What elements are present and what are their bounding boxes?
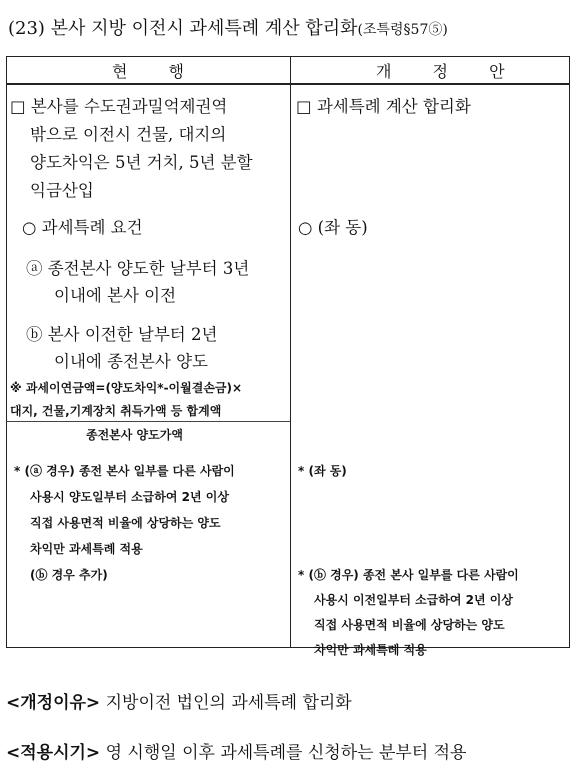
table-column-divider	[290, 56, 291, 648]
left-item1-line2: 밖으로 이전시 건물, 대지의	[30, 125, 227, 144]
section-title	[8, 14, 448, 40]
left-item1-line1: □ 본사를 수도권과밀억제권역	[10, 97, 228, 116]
effective-label: <적용시기>	[6, 743, 101, 763]
right-note-line4: 차익만 과세특례 적용	[314, 643, 427, 657]
section-title-ref: (조특령§57⑤)	[357, 22, 448, 38]
left-req-a-line2: 이내에 본사 이전	[54, 286, 177, 305]
left-req-b-line1: ⓑ 본사 이전한 날부터 2년	[26, 325, 218, 344]
left-req-b-line2: 이내에 종전본사 양도	[54, 352, 208, 371]
reason-row	[6, 688, 352, 713]
left-note-b: (ⓑ 경우 추가)	[30, 568, 108, 582]
effective-text: 영 시행일 이후 과세특례를 신청하는 분부터 적용	[105, 743, 467, 763]
effective-row	[6, 738, 466, 763]
left-req-a-line1: ⓐ 종전본사 양도한 날부터 3년	[26, 259, 250, 278]
reason-text: 지방이전 법인의 과세특례 합리화	[105, 693, 352, 713]
right-same-note: * (좌 동)	[298, 464, 347, 478]
left-note-line4: 차익만 과세특례 적용	[30, 542, 143, 556]
right-item1: □ 과세특례 계산 합리화	[296, 97, 471, 116]
header-proposed: 개 정 안	[376, 62, 523, 81]
header-current: 현 행	[112, 62, 202, 81]
right-note-line3: 직접 사용면적 비율에 상당하는 양도	[314, 618, 505, 632]
left-requirements-heading: ○ 과세특례 요건	[22, 218, 143, 237]
left-note-line1: * (ⓐ 경우) 종전 본사 일부를 다른 사람이	[14, 464, 235, 478]
formula-denominator: 종전본사 양도가액	[86, 428, 183, 442]
formula-line1: ※ 과세이연금액=(양도차익*-이월결손금)×	[10, 381, 243, 395]
right-note-line2: 사용시 이전일부터 소급하여 2년 이상	[314, 593, 513, 607]
left-note-line3: 직접 사용면적 비율에 상당하는 양도	[30, 516, 221, 530]
section-title-main: (23) 본사 지방 이전시 과세특례 계산 합리화	[8, 18, 358, 39]
right-note-line1: * (ⓑ 경우) 종전 본사 일부를 다른 사람이	[298, 568, 519, 582]
reason-label: <개정이유>	[6, 693, 101, 713]
left-note-line2: 사용시 양도일부터 소급하여 2년 이상	[30, 490, 229, 504]
right-same-requirements: ○ (좌 동)	[298, 218, 368, 237]
table-header-divider	[6, 83, 570, 85]
left-item1-line3: 양도차익은 5년 거치, 5년 분할	[30, 153, 253, 172]
left-item1-line4: 익금산입	[30, 181, 94, 200]
formula-line2: 대지, 건물,기계장치 취득가액 등 합계액	[10, 404, 222, 418]
